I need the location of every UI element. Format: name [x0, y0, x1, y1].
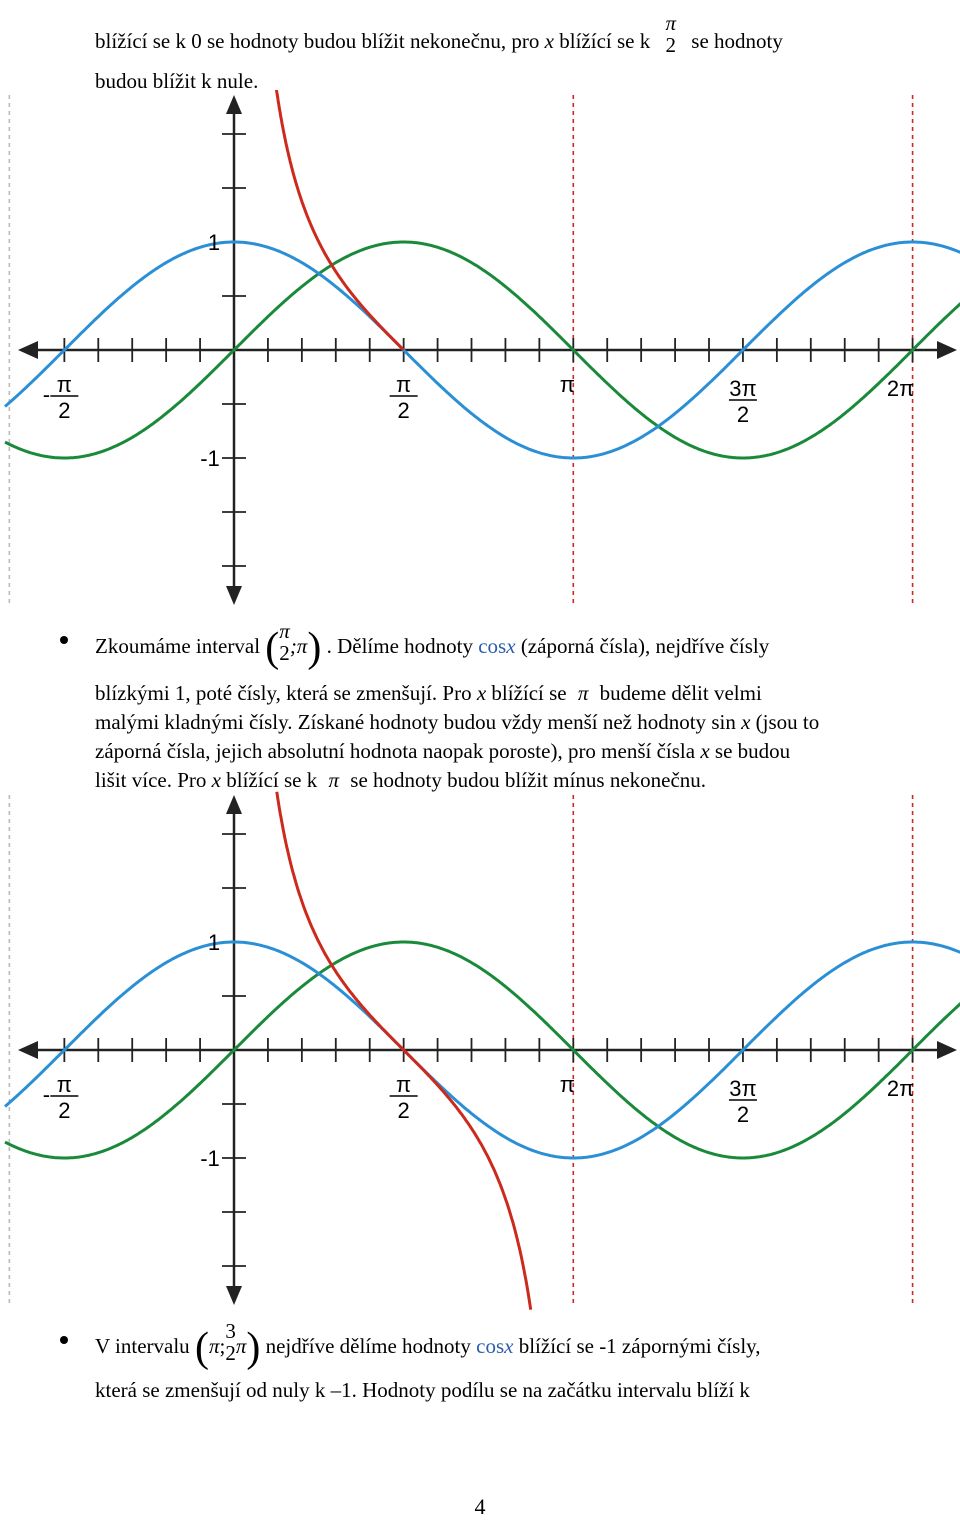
section1-lead: Zkoumáme interval: [95, 633, 261, 658]
section1-line-1: [95, 619, 770, 671]
section1-sin-x: x: [741, 710, 751, 734]
intro-line-1: [95, 11, 783, 65]
section1-line3a: malými kladnými čísly. Získané hodnoty budou vždy menší než hodnoty: [95, 710, 707, 734]
intro-line-2: budou blížit k nule.: [95, 69, 259, 93]
graph-2: [0, 790, 960, 1310]
page-number: 4: [474, 1494, 486, 1519]
x-label-half-pi-num: π: [396, 372, 412, 397]
x-label-pi: π: [559, 372, 575, 397]
section1-line-3: [95, 709, 819, 736]
x-label-minus-half-pi-den: 2: [58, 1098, 71, 1123]
x-label-two-pi: 2π: [886, 1076, 915, 1101]
section1-line4b: se budou: [714, 739, 791, 763]
intro-frac-den: 2: [665, 33, 676, 57]
section1-line-4: [95, 738, 790, 765]
section2-semi: ;: [219, 1333, 226, 1358]
section1-cos: cos: [478, 633, 507, 658]
section1-line5c: se hodnoty budou blížit mínus nekonečnu.: [350, 768, 707, 792]
x-axis-arrow-left: [18, 1041, 38, 1059]
section1-line5-pi: π: [328, 768, 340, 792]
section2-pi: π: [208, 1333, 220, 1358]
section1-line2-x: x: [476, 681, 487, 705]
section1-text-b: (záporná čísla), nejdříve čísly: [520, 633, 770, 658]
x-label-two-pi: 2π: [886, 376, 915, 401]
bullet-1: [60, 636, 68, 644]
section1-line-2: [95, 680, 762, 707]
section2-fraction: [225, 1320, 236, 1364]
x-label-three-half-pi-den: 2: [736, 1102, 750, 1127]
x-axis-arrow-right: [937, 1041, 957, 1059]
section1-interval-num: π: [279, 619, 290, 643]
right-paren-2: ): [246, 1325, 261, 1371]
section1-interval-den: 2: [279, 641, 290, 665]
section2-cos: cos: [476, 1333, 505, 1358]
x-label-minus-half-pi-den: 2: [58, 398, 71, 423]
section1-line4a: záporná čísla, jejich absolutní hodnota naopak poroste), pro menší čísla: [95, 739, 696, 763]
section1-line2b: blížící se: [491, 681, 567, 705]
section1-line5b: blížící se k: [226, 768, 318, 792]
x-label-three-half-pi-num: 3π: [729, 376, 757, 401]
x-label-three-half-pi-den: 2: [736, 402, 750, 427]
section1-line2a: blízkými 1, poté čísly, která se zmenšují. Pro: [95, 681, 472, 705]
section2-text-b: blížící se -1 zápornými čísly,: [518, 1333, 761, 1358]
section1-line3b: (jsou to: [755, 710, 820, 734]
x-label-minus-half-pi-num: π: [56, 372, 72, 397]
section2-lead: V intervalu: [95, 1333, 190, 1358]
section2-frac-den: 2: [225, 1341, 236, 1365]
intro-var-x: x: [544, 28, 554, 53]
x-label-half-pi-num: π: [396, 1072, 412, 1097]
section1-line2-pi: π: [577, 681, 589, 705]
intro-text-3: se hodnoty: [691, 28, 783, 53]
x-label-minus-sign: -: [42, 382, 51, 407]
section1-interval-rest: ;π: [289, 633, 308, 658]
section1-line5-x: x: [211, 768, 221, 792]
section1-line4-x: x: [700, 739, 710, 763]
section1-line5a: lišit více. Pro: [95, 768, 207, 792]
right-paren: ): [307, 625, 322, 671]
x-label-half-pi-den: 2: [397, 1098, 410, 1123]
x-axis-arrow-left: [18, 341, 38, 359]
section2-line-1: [95, 1319, 761, 1371]
section1-text-a: . Dělíme hodnoty: [326, 633, 473, 658]
bullet-2: [60, 1336, 68, 1344]
y-axis-arrow-bottom: [226, 586, 242, 605]
x-label-three-half-pi-num: 3π: [729, 1076, 757, 1101]
intro-frac-num: π: [665, 11, 677, 35]
section2-text-a: nejdříve dělíme hodnoty: [265, 1333, 471, 1358]
section2-cos-x: x: [504, 1333, 514, 1358]
left-paren-2: (: [194, 1325, 209, 1371]
y-axis-arrow-top: [226, 795, 242, 814]
y-label-1: 1: [207, 230, 221, 255]
intro-fraction: [665, 12, 676, 56]
cot-curve: [276, 90, 403, 350]
section2-line-2: která se zmenšují od nuly k –1. Hodnoty podílu se na začátku intervalu blíží k: [95, 1378, 750, 1402]
y-axis-arrow-bottom: [226, 1286, 242, 1305]
section1-sin: sin: [711, 710, 736, 734]
graph-1: [0, 90, 960, 610]
left-paren: (: [265, 625, 280, 671]
x-label-minus-half-pi-num: π: [56, 1072, 72, 1097]
section1-interval-fraction: [279, 620, 290, 664]
x-label-minus-sign: -: [42, 1082, 51, 1107]
section2-pi-2: π: [235, 1333, 247, 1358]
section2-frac-num: 3: [225, 1319, 236, 1343]
section1-cos-x: x: [506, 633, 516, 658]
intro-text-2: blížící se k: [559, 28, 651, 53]
y-label-1: 1: [207, 930, 221, 955]
section1-line2c: budeme dělit velmi: [599, 681, 762, 705]
x-label-half-pi-den: 2: [397, 398, 410, 423]
y-axis-arrow-top: [226, 95, 242, 114]
y-label-minus-1: -1: [200, 446, 220, 471]
y-label-minus-1: -1: [200, 1146, 220, 1171]
x-axis-arrow-right: [937, 341, 957, 359]
x-label-pi: π: [559, 1072, 575, 1097]
intro-text-1: blížící se k 0 se hodnoty budou blížit nekonečnu, pro: [95, 28, 540, 53]
